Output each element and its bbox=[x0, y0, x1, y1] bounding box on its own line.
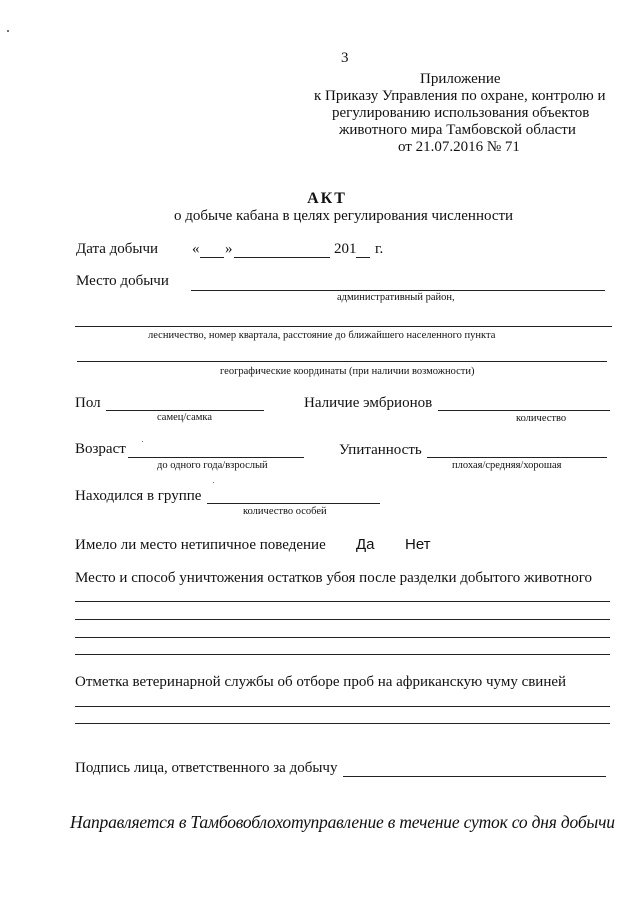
vet-label: Отметка ветеринарной службы об отборе проб на африканскую чуму свиней bbox=[75, 674, 567, 690]
remains-field-line[interactable] bbox=[75, 601, 610, 602]
place-district-field[interactable] bbox=[191, 290, 605, 291]
appendix-line: регулированию использования объектов bbox=[332, 105, 590, 121]
vet-field-line[interactable] bbox=[75, 723, 610, 724]
appendix-title: Приложение bbox=[420, 71, 501, 87]
vet-field-line[interactable] bbox=[75, 706, 610, 707]
page-number: 3 bbox=[341, 50, 349, 66]
signature-field[interactable] bbox=[343, 776, 606, 777]
remains-field-line[interactable] bbox=[75, 654, 610, 655]
group-field[interactable] bbox=[207, 503, 380, 504]
remains-field-line[interactable] bbox=[75, 619, 610, 620]
fatness-field[interactable] bbox=[427, 457, 607, 458]
place-coordinates-hint: географические координаты (при наличии возможности) bbox=[220, 366, 475, 377]
sex-field[interactable] bbox=[106, 410, 264, 411]
appendix-line: животного мира Тамбовской области bbox=[339, 122, 576, 138]
fatness-label: Упитанность bbox=[339, 442, 422, 458]
place-coordinates-field[interactable] bbox=[77, 361, 607, 362]
date-label: Дата добычи bbox=[76, 241, 159, 257]
place-label: Место добычи bbox=[76, 273, 169, 289]
date-year-prefix: 201 bbox=[334, 241, 357, 257]
date-year-suffix: г. bbox=[375, 241, 384, 257]
scan-speck bbox=[7, 30, 9, 32]
document-title: АКТ bbox=[307, 190, 347, 207]
age-hint: до одного года/взрослый bbox=[157, 460, 268, 471]
date-quote-open: « bbox=[192, 241, 200, 257]
behavior-no-option[interactable]: Нет bbox=[405, 536, 431, 553]
document-subtitle: о добыче кабана в целях регулирования численности bbox=[174, 208, 514, 224]
fatness-hint: плохая/средняя/хорошая bbox=[452, 460, 562, 471]
age-field[interactable] bbox=[128, 457, 304, 458]
date-quote-close: » bbox=[225, 241, 233, 257]
place-forestry-hint: лесничество, номер квартала, расстояние до ближайшего населенного пункта bbox=[148, 330, 496, 341]
embryos-label: Наличие эмбрионов bbox=[304, 395, 433, 411]
sex-hint: самец/самка bbox=[157, 412, 212, 423]
signature-label: Подпись лица, ответственного за добычу bbox=[75, 760, 338, 776]
date-month-field[interactable] bbox=[234, 257, 330, 258]
place-forestry-field[interactable] bbox=[75, 326, 612, 327]
remains-label: Место и способ уничтожения остатков убоя после разделки добытого животного bbox=[75, 570, 593, 586]
group-hint: количество особей bbox=[243, 506, 327, 517]
group-label: Находился в группе bbox=[75, 488, 202, 504]
appendix-date: от 21.07.2016 № 71 bbox=[398, 139, 520, 155]
behavior-label: Имело ли место нетипичное поведение bbox=[75, 537, 326, 553]
date-year-field[interactable] bbox=[356, 257, 370, 258]
footer-note: Направляется в Тамбовоблохотуправление в течение суток со дня добычи bbox=[70, 812, 615, 832]
age-label: Возраст bbox=[75, 441, 126, 457]
date-day-field[interactable] bbox=[200, 257, 224, 258]
scan-speck bbox=[142, 441, 143, 442]
remains-field-line[interactable] bbox=[75, 637, 610, 638]
sex-label: Пол bbox=[75, 395, 101, 411]
appendix-line: к Приказу Управления по охране, контролю и bbox=[314, 88, 606, 104]
embryos-hint: количество bbox=[516, 413, 567, 424]
embryos-field[interactable] bbox=[438, 410, 610, 411]
scan-speck bbox=[213, 482, 214, 483]
behavior-yes-option[interactable]: Да bbox=[356, 536, 375, 553]
place-district-hint: административный район, bbox=[337, 292, 455, 303]
